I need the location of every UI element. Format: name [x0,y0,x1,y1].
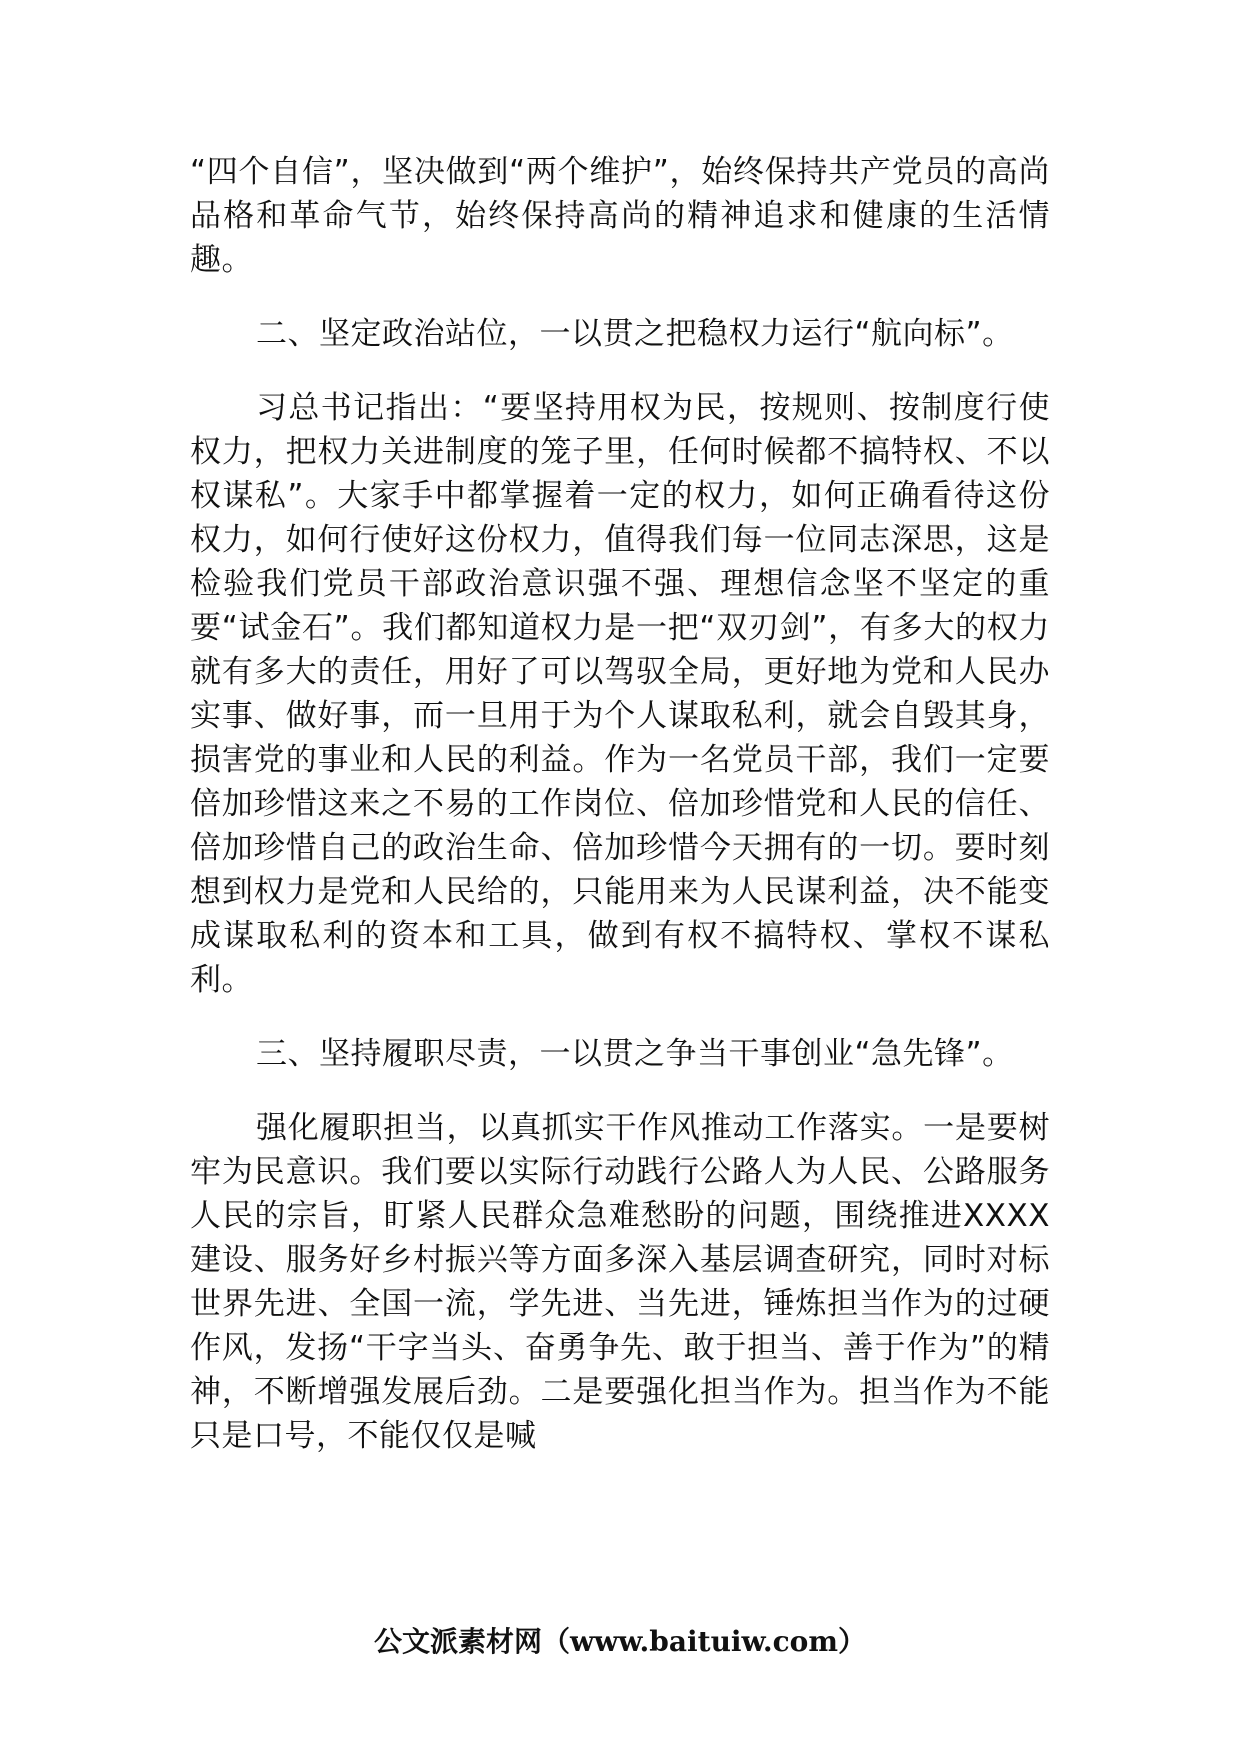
paragraph-duty: 强化履职担当，以真抓实干作风推动工作落实。一是要树牢为民意识。我们要以实际行动践行公路人为人民、公路服务人民的宗旨，盯紧人民群众急难愁盼的问题，围绕推进XXXX建设、服务好乡村振兴等方面多深入基层调查研究，同时对标世界先进、全国一流，学先进、当先进，锤炼担当作为的过硬作风，发扬“干字当头、奋勇争先、敢于担当、善于作为”的精神，不断增强发展后劲。二是要强化担当作为。担当作为不能只是口号，不能仅仅是喊 [190,1110,1050,1454]
document-body [190,150,1050,1488]
paragraph-power: 习总书记指出：“要坚持用权为民，按规则、按制度行使权力，把权力关进制度的笼子里，任何时候都不搞特权、不以权谋私”。大家手中都掌握着一定的权力，如何正确看待这份权力，如何行使好这份权力，值得我们每一位同志深思，这是检验我们党员干部政治意识强不强、理想信念坚不坚定的重要“试金石”。我们都知道权力是一把“双刃剑”，有多大的权力就有多大的责任，用好了可以驾驭全局，更好地为党和人民办实事、做好事，而一旦用于为个人谋取私利，就会自毁其身，损害党的事业和人民的利益。作为一名党员干部，我们一定要倍加珍惜这来之不易的工作岗位、倍加珍惜党和人民的信任、倍加珍惜自己的政治生命、倍加珍惜今天拥有的一切。要时刻想到权力是党和人民给的，只能用来为人民谋利益，决不能变成谋取私利的资本和工具，做到有权不搞特权、掌权不谋私利。 [190,390,1050,998]
page-footer-watermark: 公文派素材网（www.baituiw.com） [374,1625,866,1658]
section-heading-3: 三、坚持履职尽责，一以贯之争当干事创业“急先锋”。 [256,1036,1014,1072]
paragraph-continuation: “四个自信”，坚决做到“两个维护”，始终保持共产党员的高尚品格和革命气节，始终保持高尚的精神追求和健康的生活情趣。 [190,154,1050,278]
section-heading-2: 二、坚定政治站位，一以贯之把稳权力运行“航向标”。 [256,316,1014,352]
